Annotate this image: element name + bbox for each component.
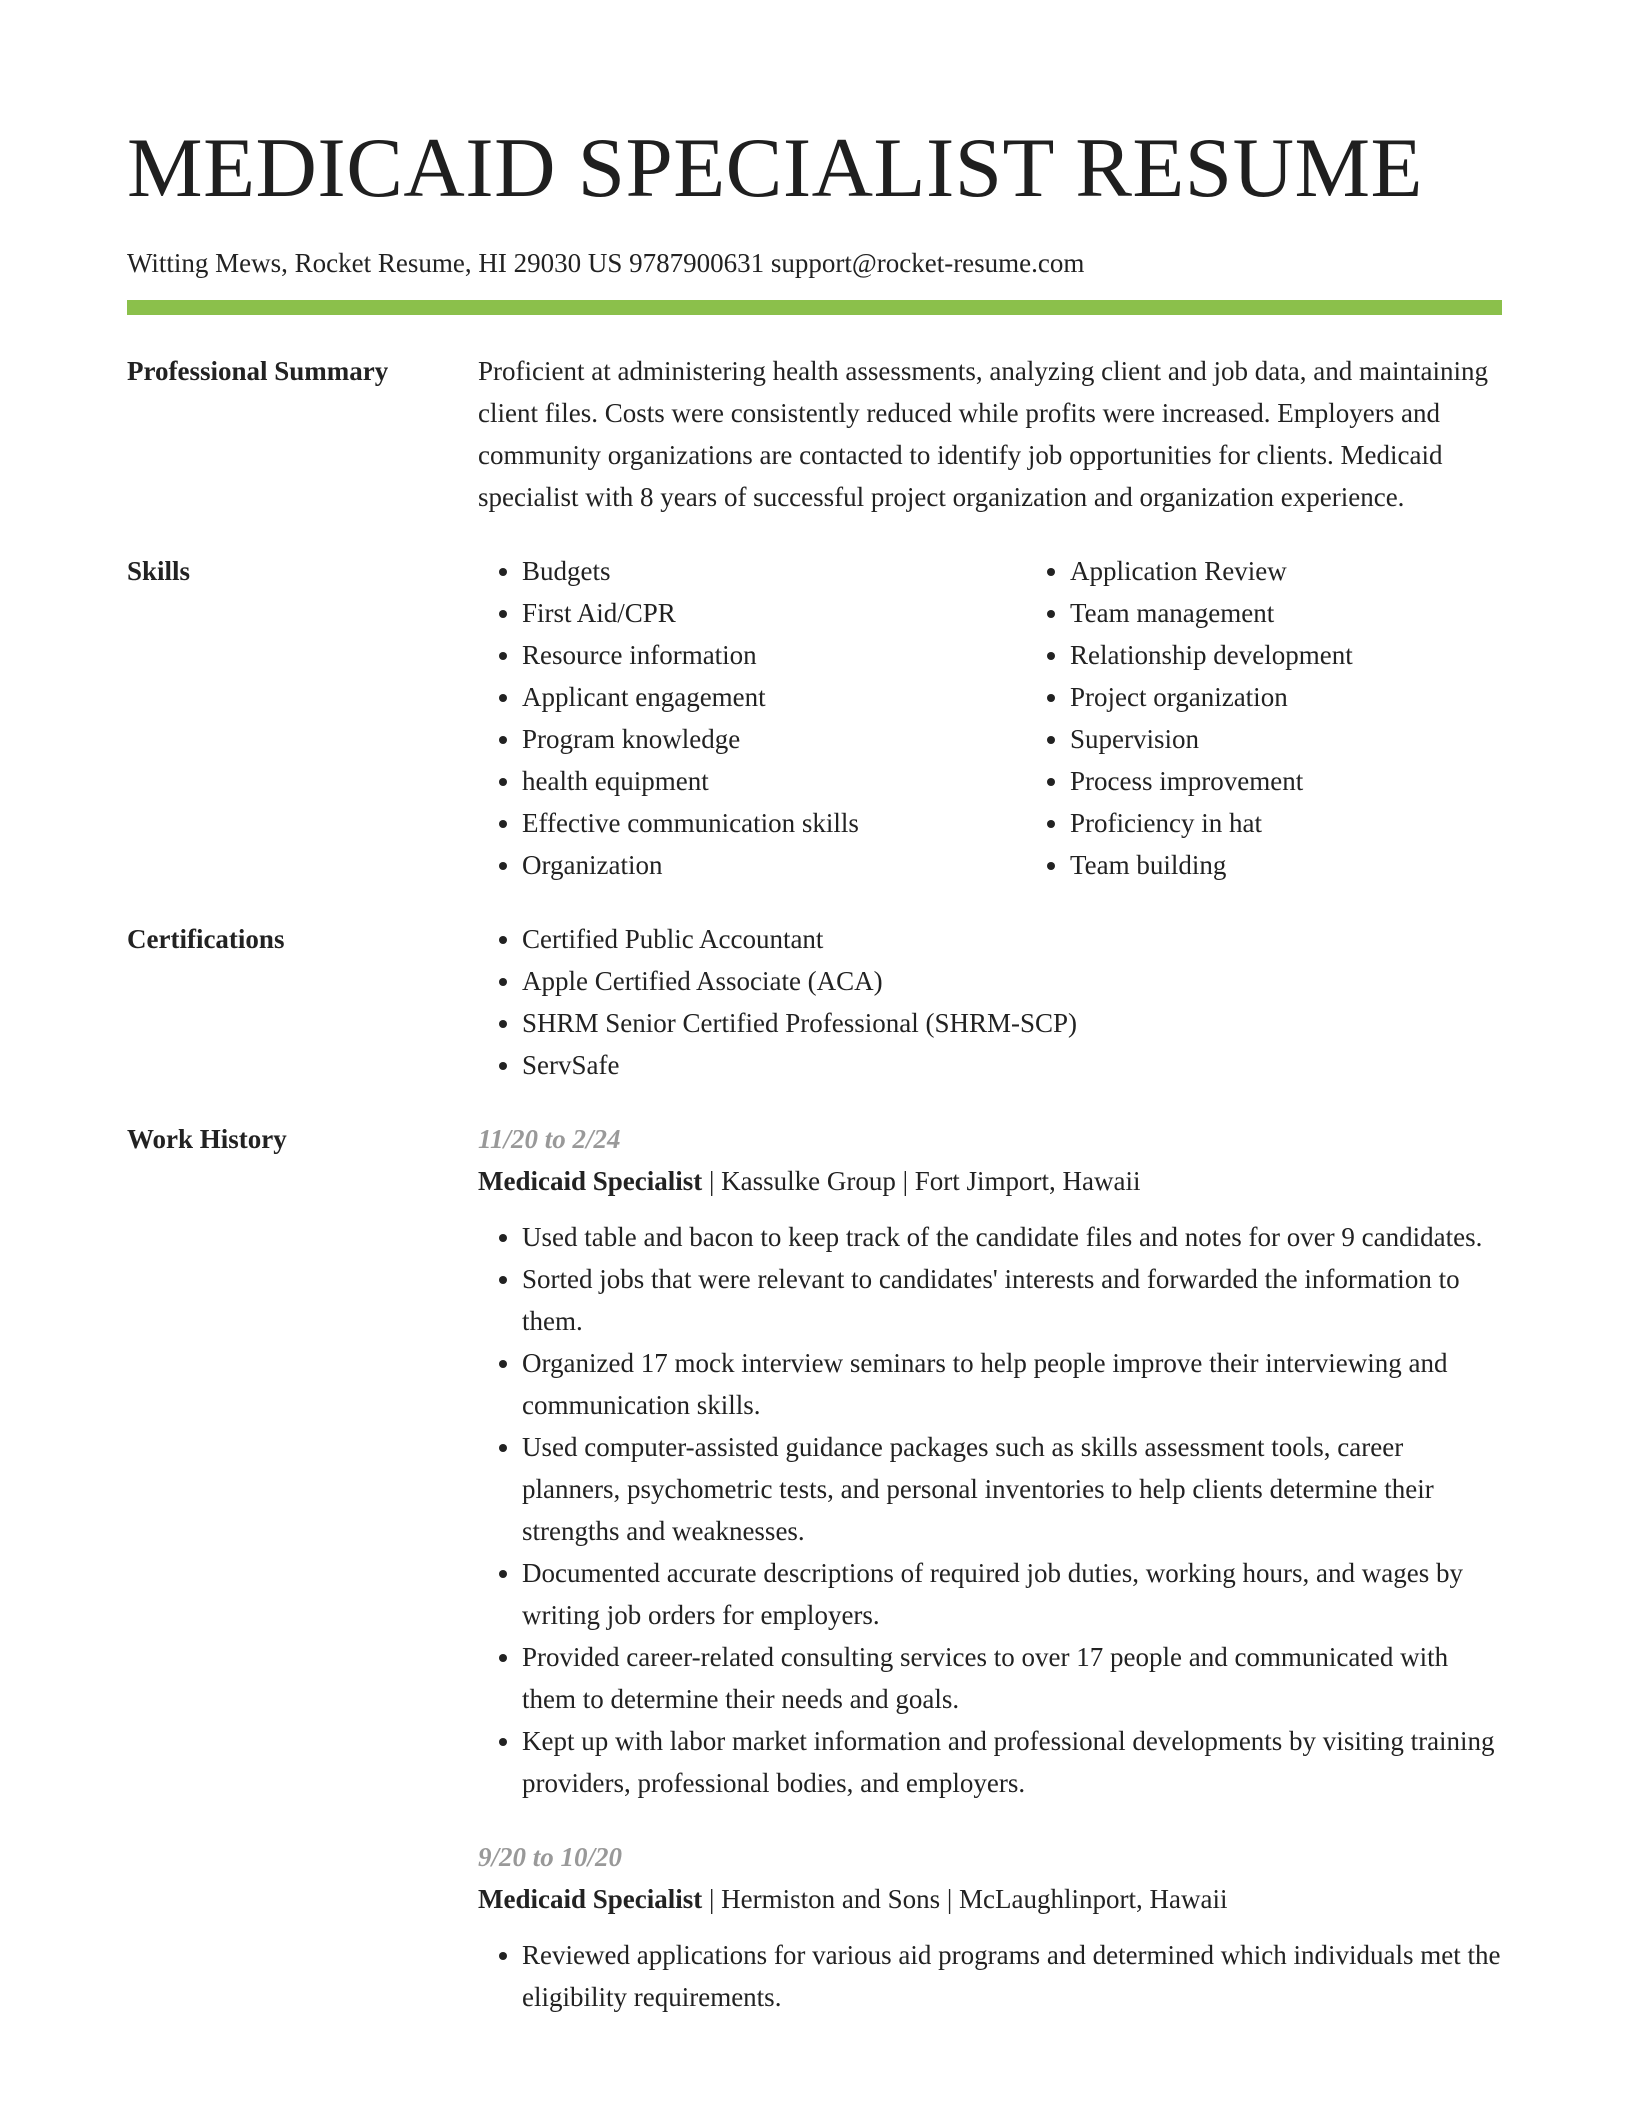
skill-item: • Organization	[522, 844, 982, 886]
certification-item: • SHRM Senior Certified Professional (SHRM-SCP)	[522, 1002, 1502, 1044]
work-history-section	[127, 1118, 1505, 2018]
skill-item: • Applicant engagement	[522, 676, 982, 718]
skill-item: • Relationship development	[1070, 634, 1530, 676]
contact-line: Witting Mews, Rocket Resume, HI 29030 US 9787900631 support@rocket-resume.com	[127, 248, 1085, 278]
section-label-work-history: Work History	[127, 1124, 287, 1154]
job-bullet: • Used table and bacon to keep track of the candidate files and notes for over 9 candidates.	[522, 1216, 1502, 1258]
job-bullet: • Reviewed applications for various aid programs and determined which individuals met the eligibility requirements.	[522, 1934, 1502, 2018]
job-dates: 11/20 to 2/24	[478, 1124, 621, 1154]
summary-text: Proficient at administering health assessments, analyzing client and job data, and maintaining client files. Costs were consistently reduced while profits were increased. Employers and community organizations are contacted to identify job opportunities for clients. Medicaid specialist with 8 years of successful project organization and organization experience.	[478, 356, 1488, 512]
certifications-section	[127, 918, 1505, 1086]
job-title: Medicaid Specialist	[478, 1884, 703, 1914]
header-divider	[127, 300, 1502, 315]
section-label-skills: Skills	[127, 556, 191, 586]
skill-item: • Team management	[1070, 592, 1530, 634]
job-title: Medicaid Specialist	[478, 1166, 703, 1196]
job-bullets	[478, 1934, 1502, 2018]
skill-item: • Resource information	[522, 634, 982, 676]
job-dates: 9/20 to 10/20	[478, 1842, 623, 1872]
job-entry	[478, 1836, 1502, 2018]
job-details: | Kassulke Group | Fort Jimport, Hawaii	[702, 1166, 1141, 1196]
skill-item: • Team building	[1070, 844, 1530, 886]
skill-item: • Supervision	[1070, 718, 1530, 760]
skill-item: • Application Review	[1070, 550, 1530, 592]
section-label-summary: Professional Summary	[127, 356, 389, 386]
skill-item: • Proficiency in hat	[1070, 802, 1530, 844]
job-bullet: • Documented accurate descriptions of required job duties, working hours, and wages by writing job orders for employers.	[522, 1552, 1502, 1636]
skill-item: • Effective communication skills	[522, 802, 982, 844]
job-bullet: • Used computer-assisted guidance packages such as skills assessment tools, career planners, psychometric tests, and personal inventories to help clients determine their strengths and weaknesses.	[522, 1426, 1502, 1552]
skill-item: • Budgets	[522, 550, 982, 592]
job-details: | Hermiston and Sons | McLaughlinport, Hawaii	[702, 1884, 1228, 1914]
job-bullets	[478, 1216, 1502, 1804]
skills-list-right	[1026, 550, 1530, 886]
job-entry	[478, 1118, 1502, 1804]
skill-item: • Program knowledge	[522, 718, 982, 760]
job-heading	[478, 1160, 1502, 1202]
skills-list-left	[478, 550, 982, 886]
job-bullet: • Kept up with labor market information and professional developments by visiting training providers, professional bodies, and employers.	[522, 1720, 1502, 1804]
certification-item: • ServSafe	[522, 1044, 1502, 1086]
resume-title: MEDICAID SPECIALIST RESUME	[127, 121, 1423, 215]
certifications-list	[478, 918, 1502, 1086]
certification-item: • Certified Public Accountant	[522, 918, 1502, 960]
skill-item: • health equipment	[522, 760, 982, 802]
skill-item: • Process improvement	[1070, 760, 1530, 802]
job-bullet: • Provided career-related consulting services to over 17 people and communicated with them to determine their needs and goals.	[522, 1636, 1502, 1720]
skills-section	[127, 550, 1505, 886]
skills-grid	[478, 550, 1502, 886]
job-heading	[478, 1878, 1502, 1920]
job-bullet: • Sorted jobs that were relevant to candidates' interests and forwarded the information to them.	[522, 1258, 1502, 1342]
summary-section	[127, 350, 1505, 518]
job-bullet: • Organized 17 mock interview seminars to help people improve their interviewing and communication skills.	[522, 1342, 1502, 1426]
certification-item: • Apple Certified Associate (ACA)	[522, 960, 1502, 1002]
skill-item: • First Aid/CPR	[522, 592, 982, 634]
skill-item: • Project organization	[1070, 676, 1530, 718]
section-label-certifications: Certifications	[127, 924, 285, 954]
